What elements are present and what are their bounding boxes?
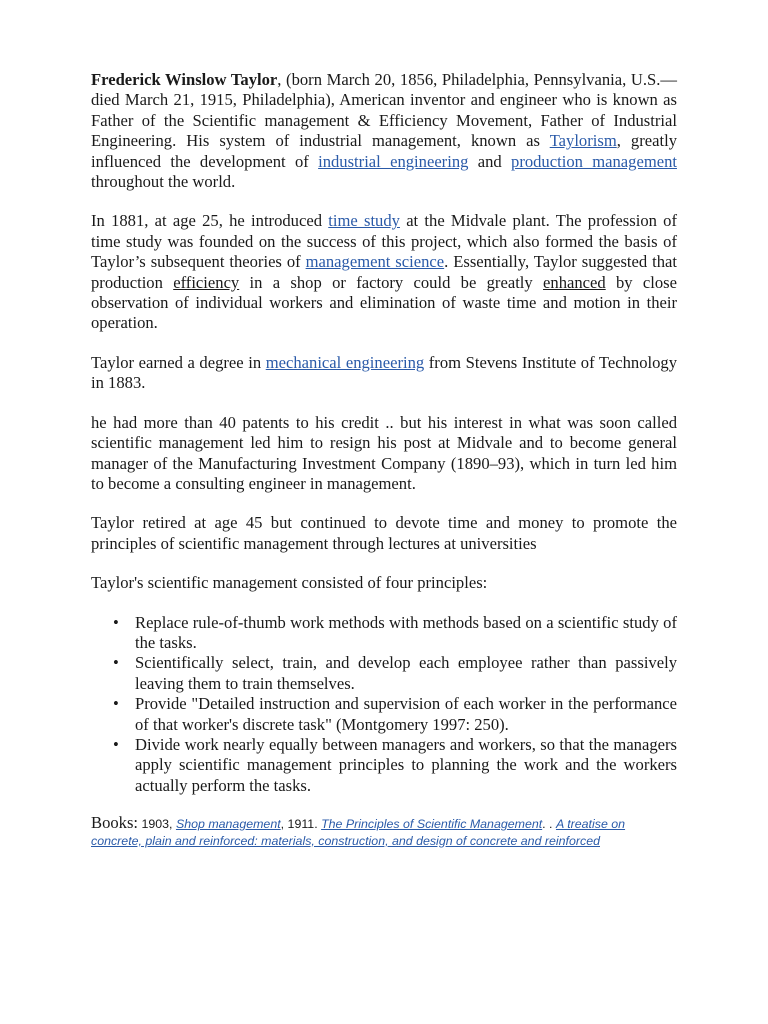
production-management-link[interactable]: production management	[511, 151, 677, 171]
principles-list	[91, 613, 677, 797]
person-name: Frederick Winslow Taylor	[91, 70, 278, 89]
retirement-paragraph: Taylor retired at age 45 but continued to devote time and money to promote the principles of scientific management through lectures at universities	[91, 513, 677, 553]
time-study-text-4: in a shop or factory could be greatly	[239, 272, 544, 292]
patents-paragraph: he had more than 40 patents to his credit .. but his interest in what was soon called scientific management led him to resign his post at Midvale and to become general manager of the Manufacturing Investment Company (1890–93), which in turn led him to become a consulting engineer in management.	[91, 412, 677, 493]
intro-text-4: throughout the world.	[91, 172, 236, 192]
bullet-icon: •	[113, 612, 119, 632]
degree-text-2: from Stevens Institute of Technology in 1883.	[91, 352, 677, 393]
list-item	[113, 653, 677, 694]
mechanical-engineering-link[interactable]: mechanical engineering	[265, 352, 425, 372]
time-study-text-1: In 1881, at age 25, he introduced	[91, 211, 329, 231]
intro-text-3: and	[468, 151, 512, 171]
taylorism-link[interactable]: Taylorism	[549, 131, 617, 151]
books-separator-1: , 1911.	[280, 817, 322, 832]
bullet-icon: •	[113, 694, 119, 714]
principle-text: Divide work nearly equally between managers and workers, so that the managers apply scientific management principles to planning the work and the workers actually perform the tasks.	[135, 734, 677, 795]
books-year: 1903,	[138, 817, 176, 832]
degree-text-1: Taylor earned a degree in	[91, 352, 266, 372]
list-item	[113, 612, 677, 654]
intro-text-2: , greatly influenced the development of	[91, 131, 677, 171]
principles-intro: Taylor's scientific management consisted of four principles:	[91, 573, 488, 593]
list-item	[113, 734, 677, 796]
enhanced-term: enhanced	[543, 272, 606, 292]
books-colon: :	[133, 813, 139, 833]
books-separator-2: . .	[542, 817, 556, 832]
intro-paragraph	[91, 70, 677, 192]
bullet-icon: •	[113, 653, 119, 673]
time-study-paragraph	[91, 211, 677, 333]
time-study-text-2: at the Midvale plant. The profession of time study was founded on the success of this project, which also formed the basis of Taylor’s subsequent theories of	[91, 211, 677, 272]
principles-book-link[interactable]: The Principles of Scientific Management	[321, 817, 543, 832]
principle-text: Provide "Detailed instruction and supervision of each worker in the performance of that worker's discrete task" (Montgomery 1997: 250).	[135, 694, 677, 734]
books-section	[91, 815, 677, 849]
intro-text-1: , (born March 20, 1856, Philadelphia, Pennsylvania, U.S.—died March 21, 1915, Philadelphia), American inventor and engineer who is known as Father of the Scientific management & Efficiency Movement, Father of Industrial Engineering. His system of industrial management, known as	[91, 70, 677, 151]
principle-text: Scientifically select, train, and develop each employee rather than passively leaving them to train themselves.	[135, 653, 677, 693]
document-page	[91, 70, 677, 849]
industrial-engineering-link[interactable]: industrial engineering	[318, 151, 469, 171]
management-science-link[interactable]: management science	[305, 252, 445, 272]
books-label: Books	[91, 813, 134, 833]
bullet-icon: •	[113, 734, 119, 754]
degree-paragraph	[91, 353, 677, 394]
time-study-text-3: . Essentially, Taylor suggested that production	[91, 252, 678, 292]
list-item	[113, 694, 677, 735]
principle-text: Replace rule-of-thumb work methods with methods based on a scientific study of the tasks.	[135, 612, 677, 652]
time-study-link[interactable]: time study	[328, 211, 400, 231]
efficiency-term: efficiency	[173, 272, 240, 292]
shop-management-link[interactable]: Shop management	[175, 817, 281, 832]
concrete-treatise-link[interactable]: A treatise on concrete, plain and reinforced: materials, construction, and design of concrete and reinforced	[91, 817, 626, 848]
time-study-text-5: by close observation of individual workers and elimination of waste time and motion in their operation.	[91, 272, 677, 333]
